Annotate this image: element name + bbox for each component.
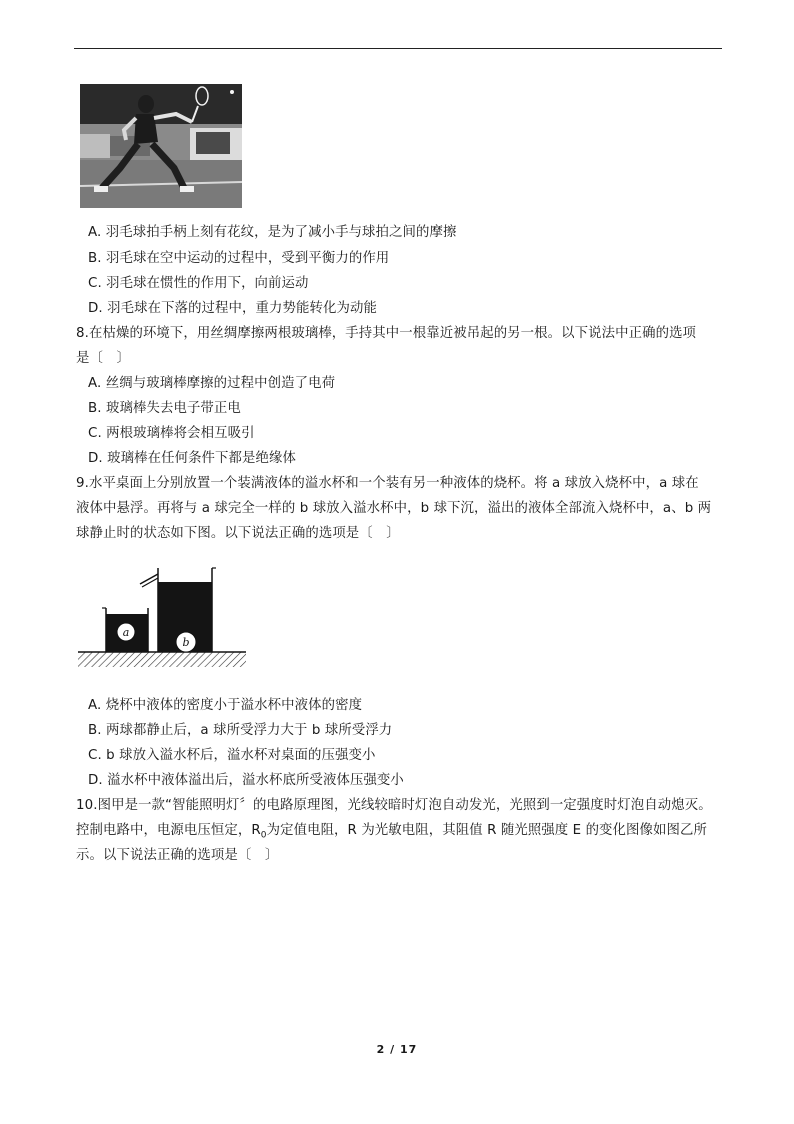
beaker-overflow-cup-diagram — [76, 562, 248, 674]
header-rule — [74, 48, 722, 49]
q8-stem-line-2: 是〔 〕 — [76, 351, 130, 366]
page-separator: / — [390, 1043, 396, 1056]
q10-line2-after: 为定值电阻，R 为光敏电阻，其阻值 R 随光照强度 E 的变化图像如图乙所 — [266, 823, 707, 838]
r0-subscript: 0 — [260, 830, 267, 841]
q8-option-c: C. 两根玻璃棒将会相互吸引 — [88, 426, 255, 441]
ball-a-label: a — [122, 626, 130, 639]
q10-line2-before: 控制电路中，电源电压恒定，R — [76, 823, 261, 838]
q9-option-b: B. 两球都静止后，a 球所受浮力大于 b 球所受浮力 — [88, 723, 393, 738]
q7-option-a: A. 羽毛球拍手柄上刻有花纹，是为了减小手与球拍之间的摩擦 — [88, 225, 457, 240]
q8-stem-line-1: 8.在枯燥的环境下，用丝绸摩擦两根玻璃棒，手持其中一根靠近被吊起的另一根。以下说法中正确的选项 — [76, 326, 697, 341]
q10-stem-line-1: 10.图甲是一款“智能照明灯〞的电路原理图，光线较暗时灯泡自动发光，光照到一定强度时灯泡自动熄灭。 — [76, 798, 712, 813]
q10-stem-line-2 — [76, 821, 707, 846]
page-number — [0, 1043, 794, 1056]
q7-option-c: C. 羽毛球在惯性的作用下，向前运动 — [88, 276, 309, 291]
q9-option-a: A. 烧杯中液体的密度小于溢水杯中液体的密度 — [88, 698, 363, 713]
badminton-player-photo — [80, 84, 242, 208]
q7-option-d: D. 羽毛球在下落的过程中，重力势能转化为动能 — [88, 301, 377, 316]
q8-option-d: D. 玻璃棒在任何条件下都是绝缘体 — [88, 451, 296, 466]
q9-stem-line-3: 球静止时的状态如下图。以下说法正确的选项是〔 〕 — [76, 526, 400, 541]
q9-stem-line-2: 液体中悬浮。再将与 a 球完全一样的 b 球放入溢水杯中，b 球下沉，溢出的液体全部流入烧杯中，a、b 两 — [76, 501, 712, 516]
q9-stem-line-1: 9.水平桌面上分别放置一个装满液体的溢水杯和一个装有另一种液体的烧杯。将 a 球放入烧杯中，a 球在 — [76, 476, 699, 491]
q7-option-b: B. 羽毛球在空中运动的过程中，受到平衡力的作用 — [88, 251, 390, 266]
q8-option-a: A. 丝绸与玻璃棒摩擦的过程中创造了电荷 — [88, 376, 336, 391]
page-current: 2 — [376, 1043, 386, 1056]
q9-option-d: D. 溢水杯中液体溢出后，溢水杯底所受液体压强变小 — [88, 773, 404, 788]
q9-option-c: C. b 球放入溢水杯后，溢水杯对桌面的压强变小 — [88, 748, 376, 763]
ball-b-label: b — [182, 636, 190, 649]
page-total: 17 — [400, 1043, 418, 1056]
q10-stem-line-3: 示。以下说法正确的选项是〔 〕 — [76, 848, 279, 863]
q8-option-b: B. 玻璃棒失去电子带正电 — [88, 401, 241, 416]
